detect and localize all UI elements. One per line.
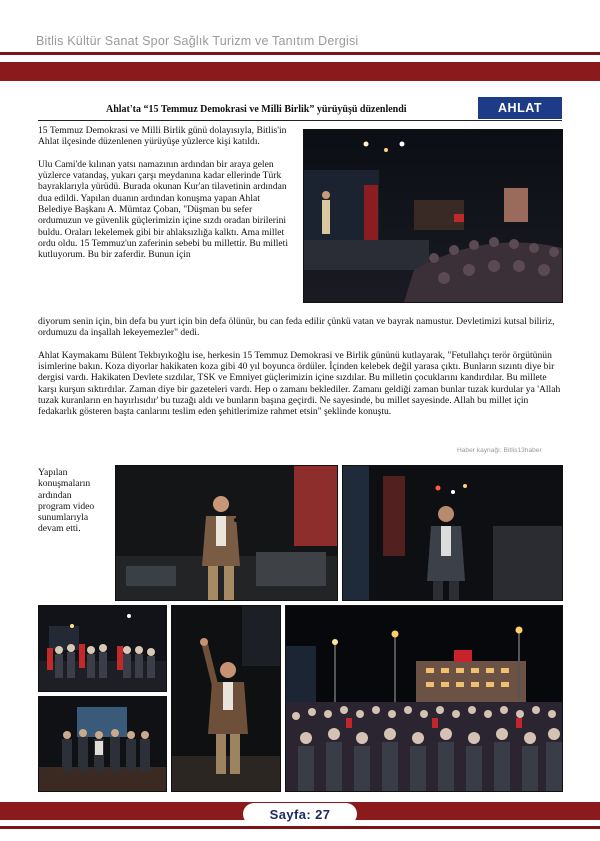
page-number-label: Sayfa: 27: [243, 803, 357, 825]
article-column-text: [38, 125, 296, 261]
photo-caption: Yapılan konuşmaların ardından program video sunumlarıyla devam etti.: [38, 467, 95, 535]
magazine-title: Bitlis Kültür Sanat Spor Sağlık Turizm ve Tanıtım Dergisi: [36, 34, 359, 48]
intro-paragraph: 15 Temmuz Demokrasi ve Milli Birlik günü dolayısıyla, Bitlis'in Ahlat ilçesinde düzenlenen yürüyüşe yüzlerce kişi katıldı.: [38, 125, 287, 148]
photo-stage-crowd: [303, 129, 563, 303]
photo-speaker-grey-jacket: [342, 465, 563, 601]
header-rule: [0, 52, 600, 55]
headline-divider: [38, 120, 562, 121]
photo-night-crowd: [285, 605, 563, 792]
mayor-speech-paragraph: Ulu Cami'de kılınan yatsı namazının ardından bir araya gelen yüzlerce vatandaş, yukarı çarşı meydanına kadar ellerinde Türk bayraklarıyla yürüdü. Burada okunan Kur'an tilavetinin ardından dua edildi. Yapılan duanın ardından konuşma yapan Ahlat Belediye Başkanı A. Mümtaz Çoban, "Düşman bu sefer ordumuzun ve güvenlik güçlerimizin içine sızdı oradan birilerini buldu. Oraları lekelemek gibi bir ahlaksızlığa kalktı. Ama millet ordu oldu. 15 Temmuz'un zaferinin sebebi bu millettir. Bu milleti kutluyorum. Bu bir zaferdir. Bunun için: [38, 158, 289, 261]
article-headline: Ahlat'ta “15 Temmuz Demokrasi ve Milli Birlik” yürüyüşü düzenlendi: [106, 104, 407, 115]
photo-speaker-brown-jacket: [115, 465, 338, 601]
photo-speaker-raised-hand: [171, 605, 281, 792]
region-badge: AHLAT: [478, 97, 562, 119]
photo-officials-group: [38, 696, 167, 792]
header-band: [0, 62, 600, 81]
article-full-text: [38, 316, 564, 418]
footer-rule: [0, 826, 600, 829]
governor-speech-paragraph: Ahlat Kaymakamı Bülent Tekbıyıkoğlu ise, herkesin 15 Temmuz Demokrasi ve Birlik gününü kutlayarak, "Fetullahçı terör örgütünün isimlerine bakın. Koza diyorlar hakikaten koza gibi 40 yıl boyunca ördüler. İçinden kelebek değil yarasa çıktı. Bunların sızıntı diye bir dergisi vardı. Hakikaten Devlete sızdılar, TSK ve Emniyet güçlerimizin içine sızdılar. Bu milletin çocuklarını kandırdılar. Bu millete karşı kurşun sıktırdılar. Zaman diye bir gazeteleri vardı. Hep o zamanı beklediler. Zamanı geldiği zaman bunlar tuzak kurdular ya 'Allah tuzak kuranların en hayırlısıdır' bu tuzağı aldı ve bunların başına geçirdi. Ne sayesinde, bu millet sayesinde. Allah bu millet için fedakarlık gösteren başta canlarını teslim eden şehitlerimize rahmet etsin" şeklinde konuştu.: [38, 349, 561, 418]
source-note: Haber kaynağı: Bitlis13haber: [457, 447, 542, 454]
speech-continuation: diyorum senin için, bin defa bu yurt için bin defa ölünür, bu can feda edilir çünkü vatan ve bayrak namustur. Devletimizi kutsal biliriz, ordumuzu da inşallah lekeyemezler" dedi.: [38, 316, 555, 339]
photo-group-stage: [38, 605, 167, 692]
